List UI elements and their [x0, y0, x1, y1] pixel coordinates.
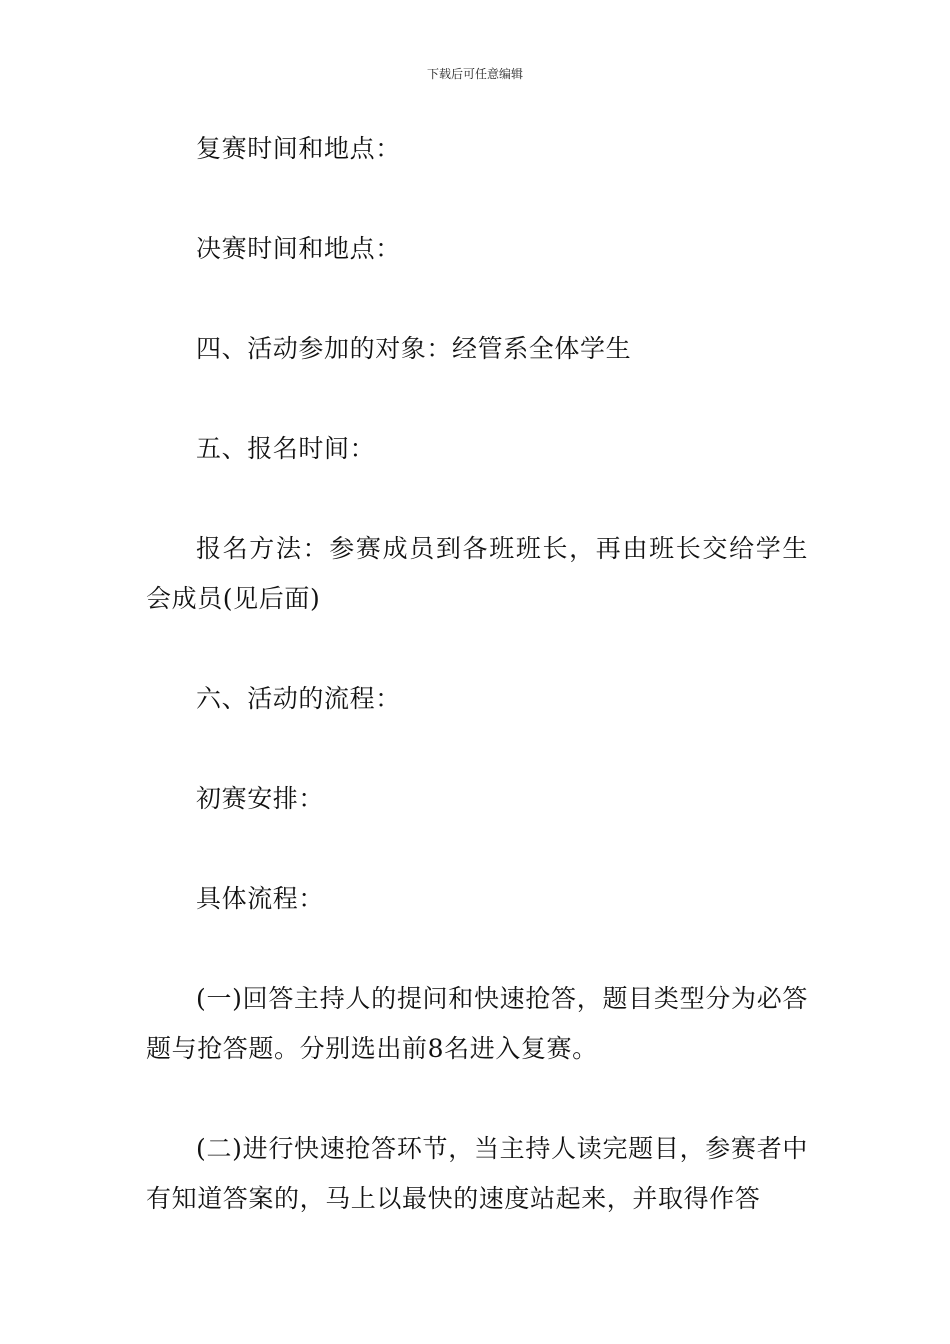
paragraph-registration-method: 报名方法：参赛成员到各班班长，再由班长交给学生会成员(见后面) [146, 534, 808, 613]
paragraph-participants: 四、活动参加的对象：经管系全体学生 [196, 334, 632, 363]
paragraph-step-two: (二)进行快速抢答环节，当主持人读完题目，参赛者中有知道答案的，马上以最快的速度站起来，并取得作答 [146, 1134, 808, 1213]
paragraph-registration-time: 五、报名时间： [196, 434, 376, 463]
paragraph-specific-process: 具体流程： [196, 884, 325, 913]
paragraph-activity-process: 六、活动的流程： [196, 684, 401, 713]
paragraph-semifinal-time-place: 复赛时间和地点： [196, 134, 401, 163]
page-header: 下载后可任意编辑 [426, 67, 523, 81]
paragraph-final-time-place: 决赛时间和地点： [196, 234, 401, 263]
paragraph-preliminary-arrangement: 初赛安排： [196, 784, 325, 813]
paragraph-step-one: (一)回答主持人的提问和快速抢答，题目类型分为必答题与抢答题。分别选出前8名进入复赛。 [146, 984, 808, 1063]
